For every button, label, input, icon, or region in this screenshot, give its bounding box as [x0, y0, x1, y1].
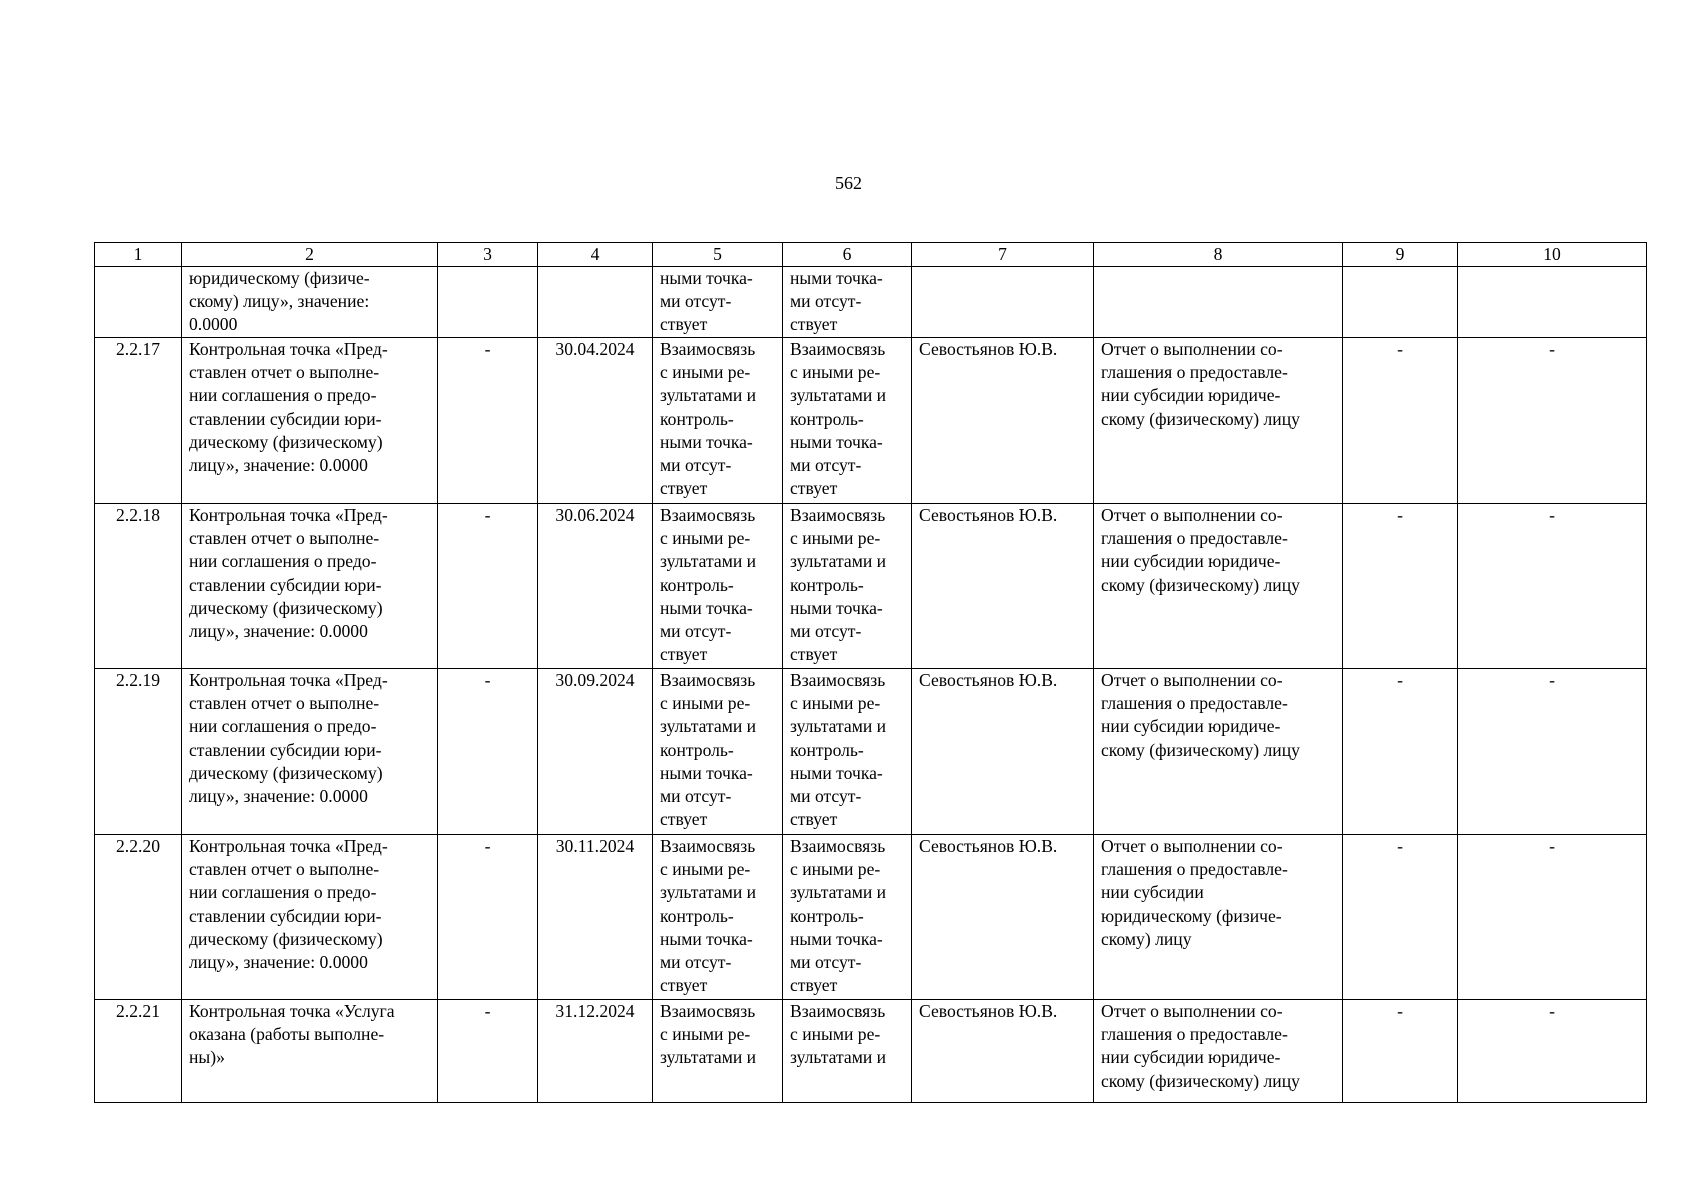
column-header: 9: [1343, 243, 1458, 267]
row-document: Отчет о выполнении со- глашения о предоставле- нии субсидии юридиче- скому (физическому) лицу: [1094, 504, 1343, 669]
row-col9: -: [1343, 669, 1458, 835]
row-document: Отчет о выполнении со- глашения о предоставле- нии субсидии юридиче- скому (физическому) лицу: [1094, 338, 1343, 504]
row-document: Отчет о выполнении со- глашения о предоставле- нии субсидии юридиче- скому (физическому) лицу: [1094, 1000, 1343, 1103]
row-name: юридическому (физиче- скому) лицу», значение: 0.0000: [182, 267, 438, 338]
row-document: Отчет о выполнении со- глашения о предоставле- нии субсидии юридическому (физиче- скому) лицу: [1094, 835, 1343, 1000]
row-number: 2.2.17: [95, 338, 182, 504]
row-responsible: Севостьянов Ю.В.: [912, 669, 1094, 835]
row-col10: -: [1458, 835, 1647, 1000]
row-col6: Взаимосвязь с иными ре- зультатами и: [783, 1000, 912, 1103]
row-col5: Взаимосвязь с иными ре- зультатами и контроль- ными точка- ми отсут- ствует: [653, 835, 783, 1000]
row-col3: [438, 267, 538, 338]
row-col6: Взаимосвязь с иными ре- зультатами и контроль- ными точка- ми отсут- ствует: [783, 669, 912, 835]
row-col5: Взаимосвязь с иными ре- зультатами и контроль- ными точка- ми отсут- ствует: [653, 338, 783, 504]
row-col5: Взаимосвязь с иными ре- зультатами и контроль- ными точка- ми отсут- ствует: [653, 504, 783, 669]
column-header: 3: [438, 243, 538, 267]
table-row: [95, 1000, 1647, 1103]
row-col10: -: [1458, 338, 1647, 504]
row-col5: Взаимосвязь с иными ре- зультатами и: [653, 1000, 783, 1103]
row-name: Контрольная точка «Пред- ставлен отчет о выполне- нии соглашения о предо- ставлении субсидии юри- дическому (физическому) лицу», значение: 0.0000: [182, 835, 438, 1000]
row-col10: -: [1458, 669, 1647, 835]
column-header: 2: [182, 243, 438, 267]
row-name: Контрольная точка «Услуга оказана (работы выполне- ны)»: [182, 1000, 438, 1103]
row-number: [95, 267, 182, 338]
table-row: [95, 504, 1647, 669]
row-col10: [1458, 267, 1647, 338]
row-date: 30.04.2024: [538, 338, 653, 504]
row-number: 2.2.20: [95, 835, 182, 1000]
column-header: 6: [783, 243, 912, 267]
row-col9: -: [1343, 1000, 1458, 1103]
table-header-row: [95, 243, 1647, 267]
row-col9: -: [1343, 338, 1458, 504]
row-number: 2.2.18: [95, 504, 182, 669]
row-col6: Взаимосвязь с иными ре- зультатами и контроль- ными точка- ми отсут- ствует: [783, 504, 912, 669]
row-name: Контрольная точка «Пред- ставлен отчет о выполне- нии соглашения о предо- ставлении субсидии юри- дическому (физическому) лицу», значение: 0.0000: [182, 504, 438, 669]
row-date: 30.11.2024: [538, 835, 653, 1000]
row-col6: Взаимосвязь с иными ре- зультатами и контроль- ными точка- ми отсут- ствует: [783, 835, 912, 1000]
row-col6: ными точка- ми отсут- ствует: [783, 267, 912, 338]
row-responsible: Севостьянов Ю.В.: [912, 1000, 1094, 1103]
row-col9: -: [1343, 835, 1458, 1000]
row-document: Отчет о выполнении со- глашения о предоставле- нии субсидии юридиче- скому (физическому) лицу: [1094, 669, 1343, 835]
row-document: [1094, 267, 1343, 338]
row-responsible: Севостьянов Ю.В.: [912, 835, 1094, 1000]
control-points-table: [94, 242, 1647, 1103]
row-date: 30.06.2024: [538, 504, 653, 669]
column-header: 8: [1094, 243, 1343, 267]
row-col9: [1343, 267, 1458, 338]
row-number: 2.2.21: [95, 1000, 182, 1103]
row-col9: -: [1343, 504, 1458, 669]
row-number: 2.2.19: [95, 669, 182, 835]
column-header: 5: [653, 243, 783, 267]
row-col5: Взаимосвязь с иными ре- зультатами и контроль- ными точка- ми отсут- ствует: [653, 669, 783, 835]
row-col10: -: [1458, 1000, 1647, 1103]
row-col3: -: [438, 835, 538, 1000]
row-date: 31.12.2024: [538, 1000, 653, 1103]
column-header: 1: [95, 243, 182, 267]
table-row: [95, 669, 1647, 835]
row-date: [538, 267, 653, 338]
page-number: 562: [835, 173, 862, 193]
row-name: Контрольная точка «Пред- ставлен отчет о выполне- нии соглашения о предо- ставлении субсидии юри- дическому (физическому) лицу», значение: 0.0000: [182, 338, 438, 504]
column-header: 4: [538, 243, 653, 267]
row-responsible: [912, 267, 1094, 338]
row-col10: -: [1458, 504, 1647, 669]
table-row: [95, 835, 1647, 1000]
row-date: 30.09.2024: [538, 669, 653, 835]
row-responsible: Севостьянов Ю.В.: [912, 504, 1094, 669]
row-col6: Взаимосвязь с иными ре- зультатами и контроль- ными точка- ми отсут- ствует: [783, 338, 912, 504]
row-col5: ными точка- ми отсут- ствует: [653, 267, 783, 338]
column-header: 7: [912, 243, 1094, 267]
row-col3: -: [438, 504, 538, 669]
row-name: Контрольная точка «Пред- ставлен отчет о выполне- нии соглашения о предо- ставлении субсидии юри- дическому (физическому) лицу», значение: 0.0000: [182, 669, 438, 835]
table-row: [95, 267, 1647, 338]
row-col3: -: [438, 338, 538, 504]
row-responsible: Севостьянов Ю.В.: [912, 338, 1094, 504]
table-row: [95, 338, 1647, 504]
row-col3: -: [438, 669, 538, 835]
column-header: 10: [1458, 243, 1647, 267]
row-col3: -: [438, 1000, 538, 1103]
